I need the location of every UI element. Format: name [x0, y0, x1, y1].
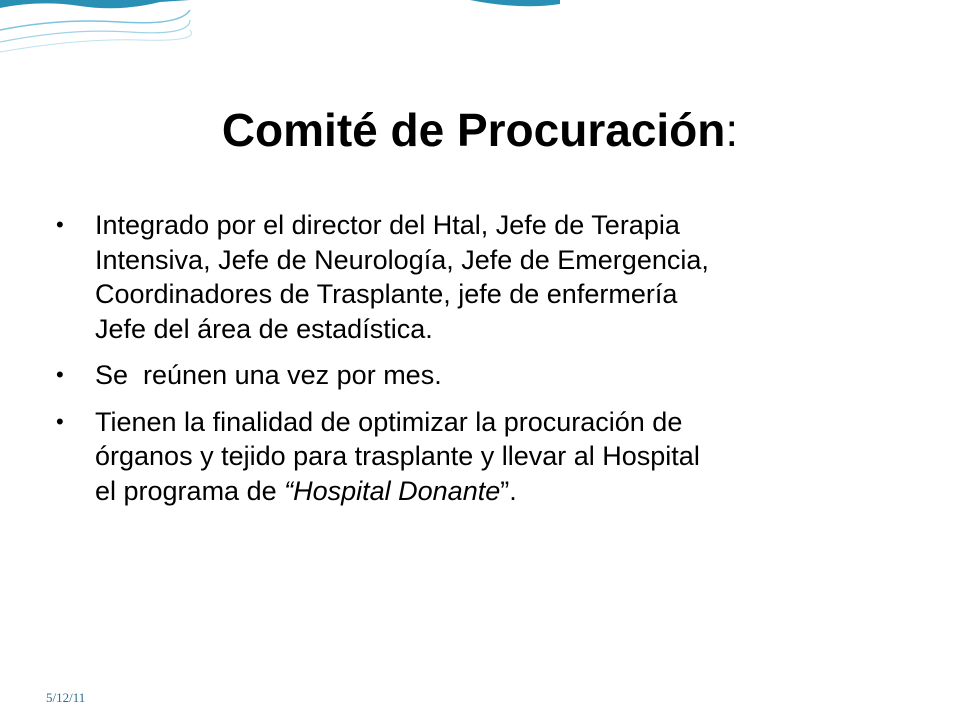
program-name-emphasis: “Hospital Donante	[284, 475, 501, 506]
bullet-item-purpose: • Tienen la finalidad de optimizar la procuración de órganos y tejido para trasplante y llevar al Hospital el programa de “Hospital Donante”.	[56, 406, 700, 506]
bullet-item-meetings: • Se reúnen una vez por mes.	[52, 358, 882, 393]
bullet-item-members: • Integrado por el director del Htal, Jefe de Terapia Intensiva, Jefe de Neurología, Jefe de Emergencia, Coordinadores de Trasplante, jefe de enfermería Jefe del área de estadística.	[56, 210, 709, 344]
bullet-list	[52, 208, 882, 520]
slide-title: Comité de Procuración:	[221, 104, 739, 156]
decorative-wave-header	[0, 0, 960, 60]
slide-date: 5/12/11	[46, 690, 86, 705]
bullet-icon: •	[56, 362, 64, 387]
bullet-icon: •	[56, 212, 64, 237]
bullet-icon: •	[56, 408, 64, 434]
